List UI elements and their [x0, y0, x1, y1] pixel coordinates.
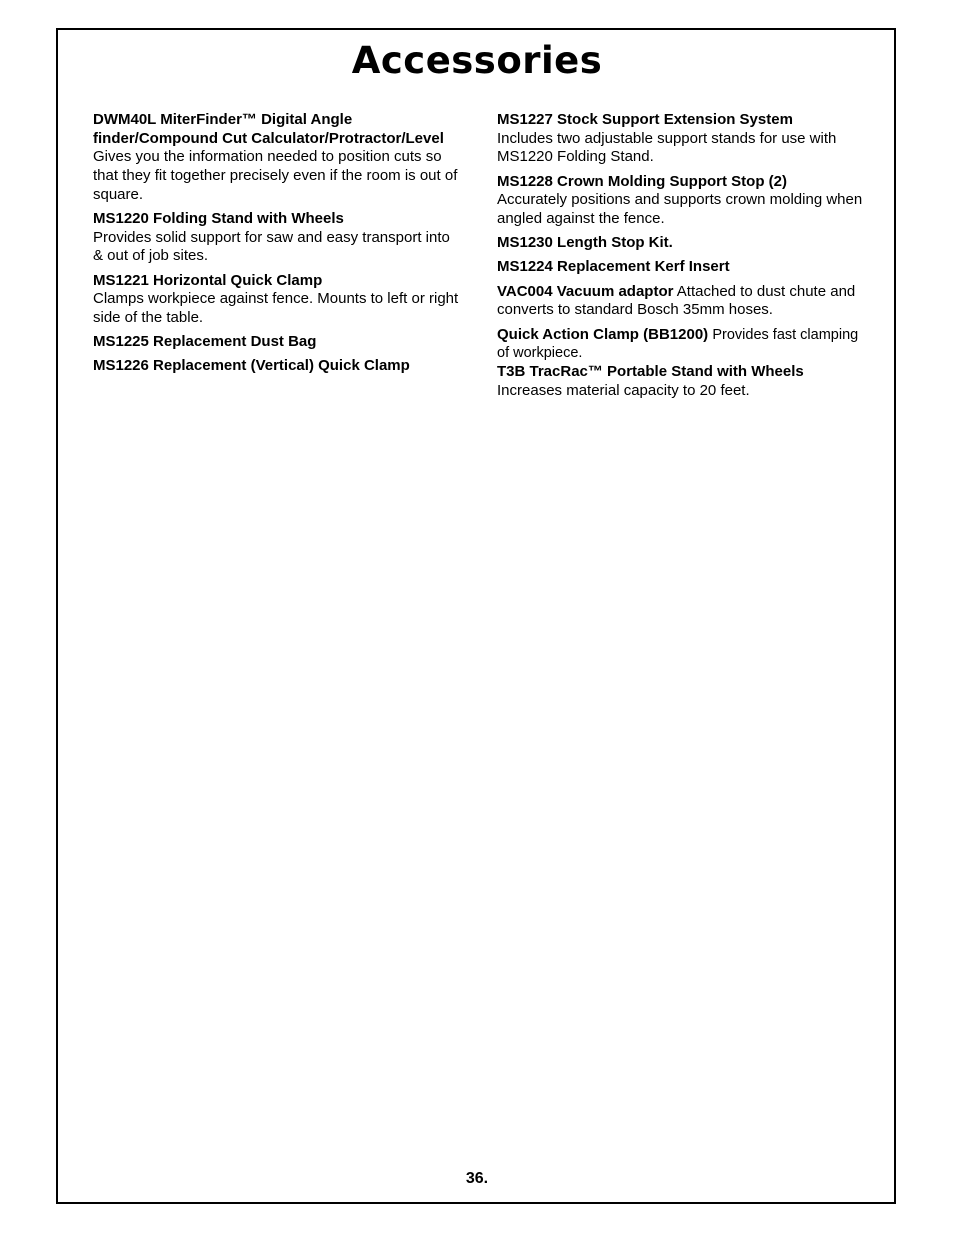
accessory-title: MS1224 Replacement Kerf Insert	[497, 258, 730, 276]
accessory-title: Quick Action Clamp (BB1200)	[497, 325, 709, 343]
accessory-description: Attached to dust chute and converts to standard Bosch 35mm hoses.	[497, 282, 856, 319]
accessory-title: MS1221 Horizontal Quick Clamp	[93, 271, 323, 289]
accessory-title: MS1226 Replacement (Vertical) Quick Clamp	[93, 357, 410, 375]
accessory-description: Gives you the information needed to position cuts so that they fit together precisely even if the room is out of square.	[93, 148, 458, 203]
accessory-entry-vac004	[497, 283, 865, 320]
accessory-title: DWM40L MiterFinder™ Digital Angle finder/Compound Cut Calculator/Protractor/Level	[93, 111, 444, 147]
accessory-entry-ms1224	[497, 258, 865, 277]
accessory-description: Increases material capacity to 20 feet.	[497, 381, 750, 399]
accessory-entry-ms1220	[93, 210, 461, 266]
accessory-entry-ms1227	[497, 111, 865, 167]
accessory-title: MS1227 Stock Support Extension System	[497, 111, 793, 128]
accessory-entry-ms1230	[497, 234, 865, 253]
accessory-entry-ms1225	[93, 333, 461, 352]
accessory-entry-t3b	[497, 363, 865, 400]
accessory-title: VAC004 Vacuum adaptor	[497, 282, 674, 300]
page-number: 36.	[465, 1170, 489, 1187]
accessory-entry-ms1221	[93, 272, 461, 328]
accessory-title: T3B TracRac™ Portable Stand with Wheels	[497, 362, 804, 380]
accessory-title: MS1228 Crown Molding Support Stop (2)	[497, 172, 787, 190]
accessory-entry-bb1200	[497, 326, 865, 363]
right-column	[497, 111, 865, 406]
accessory-description: Accurately positions and supports crown molding when angled against the fence.	[497, 191, 863, 228]
page-title: Accessories	[351, 39, 603, 82]
accessory-entry-ms1228	[497, 173, 865, 229]
accessory-title: MS1230 Length Stop Kit.	[497, 234, 673, 252]
accessory-description: Provides solid support for saw and easy transport into & out of job sites.	[93, 228, 450, 265]
accessory-entry-dwm40l	[93, 111, 461, 205]
accessory-description: Includes two adjustable support stands for use with MS1220 Folding Stand.	[497, 129, 837, 166]
accessory-entry-ms1226	[93, 357, 461, 376]
accessory-description: Clamps workpiece against fence. Mounts to left or right side of the table.	[93, 290, 459, 327]
left-column	[93, 111, 461, 382]
accessory-title: MS1220 Folding Stand with Wheels	[93, 210, 344, 228]
accessory-title: MS1225 Replacement Dust Bag	[93, 333, 317, 351]
accessory-description: Provides fast clamping of workpiece.	[497, 326, 859, 362]
